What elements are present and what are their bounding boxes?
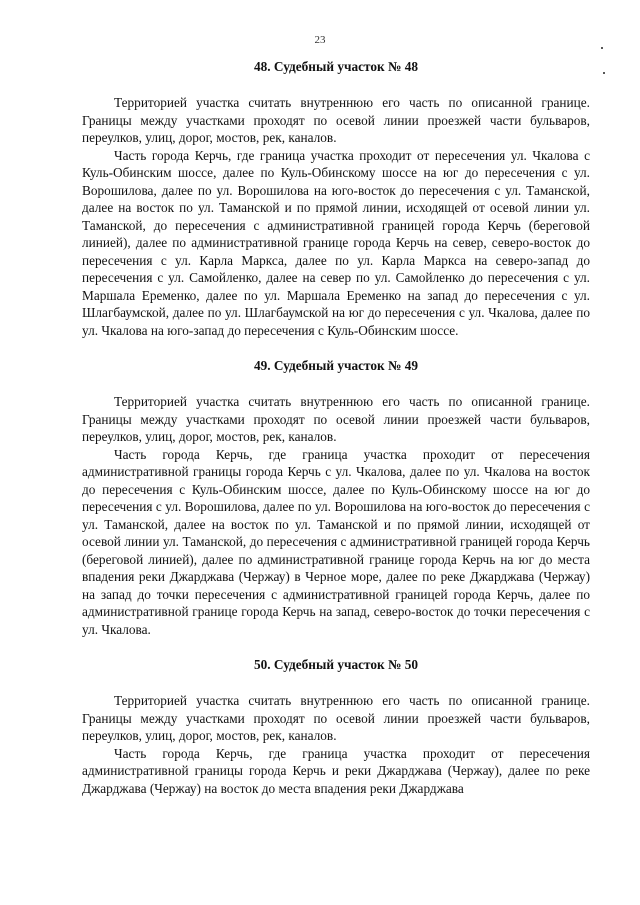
section-48 (82, 58, 590, 339)
paragraph: Часть города Керчь, где граница участка проходит от пересечения административной границы города Керчь с ул. Чкалова, далее по ул. Чкалова на восток до пересечения с Куль-Обинским шоссе, далее по Куль-Обинскому шоссе на юг до пересечения с ул. Ворошилова, далее по ул. Ворошилова на юго-восток до пересечения с ул. Таманской, далее на восток по ул. Таманской и по прямой линии, исходящей от осевой линии ул. Таманской, до пересечения с административной границей города Керчь (береговой линией), далее по административной границе города Керчь на юг до места впадения реки Джарджава (Чержау) в Черное море, далее по реке Джарджава (Чержау) на запад до точки пересечения с административной границей города Керчь, далее по административной границе города Керчь на запад, северо-восток до точки пересечения с ул. Чкалова. (82, 446, 590, 637)
scan-mark (603, 72, 605, 74)
section-heading: 50. Судебный участок № 50 (253, 657, 418, 672)
scan-mark (601, 47, 603, 49)
section-50 (82, 656, 590, 797)
paragraph: Часть города Керчь, где граница участка проходит от пересечения административной границы города Керчь и реки Джарджава (Чержау), далее по реке Джарджава (Чержау) на восток до места впадения реки Джарджава (82, 745, 590, 796)
paragraph: Территорией участка считать внутреннюю его часть по описанной границе. Границы между участками проходят по осевой линии проезжей части бульваров, переулков, улиц, дорог, мостов, рек, каналов. (82, 693, 590, 743)
page-number: 23 (314, 34, 326, 46)
paragraph: Территорией участка считать внутреннюю его часть по описанной границе. Границы между участками проходят по осевой линии проезжей части бульваров, переулков, улиц, дорог, мостов, рек, каналов. (82, 95, 590, 145)
section-heading: 49. Судебный участок № 49 (253, 358, 418, 373)
paragraph: Территорией участка считать внутреннюю его часть по описанной границе. Границы между участками проходят по осевой линии проезжей части бульваров, переулков, улиц, дорог, мостов, рек, каналов. (82, 394, 590, 444)
section-49 (82, 357, 590, 638)
section-heading: 48. Судебный участок № 48 (253, 59, 418, 74)
document-body (82, 52, 590, 797)
paragraph: Часть города Керчь, где граница участка проходит от пересечения ул. Чкалова с Куль-Обинским шоссе, далее по Куль-Обинскому шоссе на юг до пересечения с ул. Ворошилова, далее по ул. Ворошилова на юго-восток до пересечения с ул. Таманской, далее на восток по ул. Таманской и по прямой линии, исходящей от осевой линии ул. Таманской, до пересечения с административной границей города Керчь (береговой линией), далее по административной границе города Керчь на север, северо-восток до пересечения с ул. Карла Маркса, далее по ул. Карла Маркса на северо-запад до пересечения с ул. Самойленко, далее на север по ул. Самойленко до пересечения с ул. Маршала Еременко, далее по ул. Маршала Еременко на запад до пересечения с ул. Шлагбаумской, далее по ул. Шлагбаумской на юг до пересечения с ул. Чкалова, далее по ул. Чкалова на юго-запад до пересечения с Куль-Обинским шоссе. (82, 147, 590, 338)
